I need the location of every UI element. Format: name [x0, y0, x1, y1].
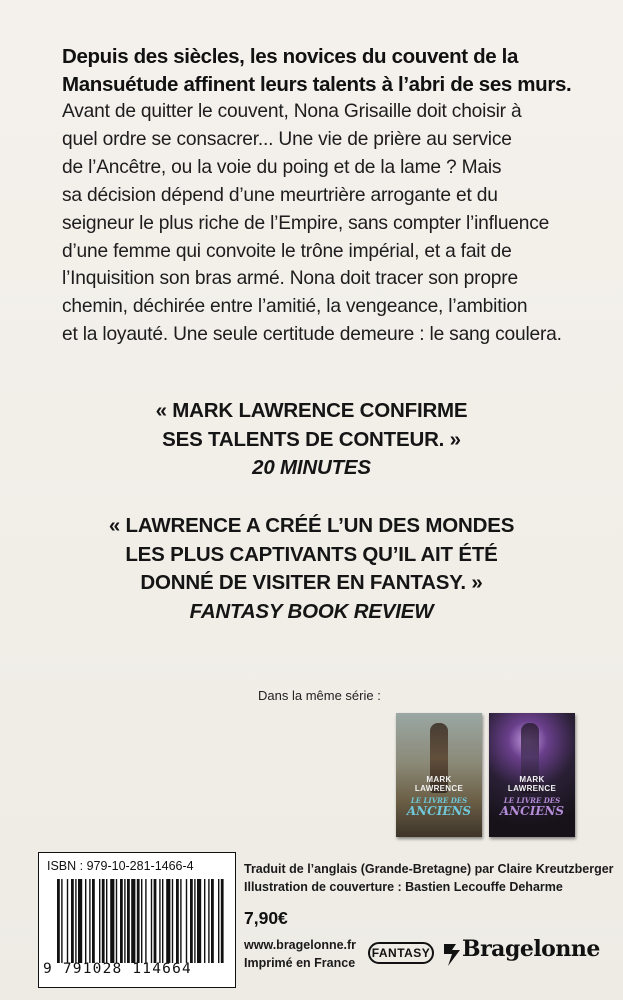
book-title: [396, 795, 482, 817]
barcode-bar: [67, 879, 68, 963]
barcode-bar: [85, 879, 86, 963]
book-title: [489, 795, 575, 817]
barcode-bar: [71, 879, 74, 963]
series-book-cover-2: [489, 713, 575, 837]
book-author-last: LAWRENCE: [414, 784, 464, 793]
barcode-bar: [92, 879, 95, 963]
publisher-info: [244, 936, 356, 972]
book-author: [396, 775, 482, 793]
press-quote-1: [0, 397, 623, 483]
isbn-label: ISBN : 979-10-281-1466-4: [47, 859, 194, 873]
book-author: [489, 775, 575, 793]
price: 7,90€: [244, 908, 288, 928]
book-author-first: MARK: [426, 775, 452, 784]
barcode-bar: [106, 879, 107, 963]
barcode-bar: [116, 879, 117, 963]
publisher-name: Bragelonne: [462, 936, 600, 962]
blurb-body-line: de l’Ancêtre, ou la voie du poing et de la lame ? Mais: [62, 156, 502, 178]
book-author-first: MARK: [519, 775, 545, 784]
blurb: [62, 43, 582, 349]
barcode-bar: [154, 879, 157, 963]
book-author-last: LAWRENCE: [507, 784, 557, 793]
book-title-line: ANCIENS: [499, 804, 565, 818]
barcode-bar: [211, 879, 214, 963]
translation-credit: Traduit de l’anglais (Grande-Bretagne) par Claire Kreutzberger: [244, 862, 614, 876]
blurb-body-line: d’une femme qui convoite le trône impérial, et a fait de: [62, 240, 512, 262]
website-link: www.bragelonne.fr: [244, 938, 357, 952]
series-book-cover-1: [396, 713, 482, 837]
barcode-bar: [186, 879, 187, 963]
barcode-bar: [89, 879, 90, 963]
blurb-body-line: quel ordre se consacrer... Une vie de prière au service: [62, 128, 512, 150]
quote-line: SES TALENTS DE CONTEUR. »: [162, 427, 461, 451]
isbn-barcode-box: [38, 852, 236, 988]
blurb-body-line: Avant de quitter le couvent, Nona Grisaille doit choisir à: [62, 101, 522, 122]
barcode-bar: [176, 879, 179, 963]
quote-line: LES PLUS CAPTIVANTS QU’IL AIT ÉTÉ: [125, 542, 498, 566]
blurb-lead-line: Mansuétude affinent leurs talents à l’abri de ses murs.: [62, 72, 572, 96]
barcode-bar: [61, 879, 62, 963]
barcode-bar: [124, 879, 125, 963]
quote-line: DONNÉ DE VISITER EN FANTASY. »: [140, 571, 483, 594]
blurb-body-line: chemin, déchirée entre l’amitié, la vengeance, l’ambition: [62, 296, 528, 318]
barcode-bar: [172, 879, 173, 963]
barcode-bar: [120, 879, 123, 963]
barcode-bar: [141, 879, 142, 963]
barcode-bar: [159, 879, 160, 963]
book-title-line: LE LIVRE DES: [503, 796, 561, 805]
barcode-bar: [166, 879, 170, 963]
barcode-bar: [99, 879, 100, 963]
barcode-bar: [190, 879, 193, 963]
barcode-bar: [204, 879, 205, 963]
blurb-body-line: l’Inquisition son bras armé. Nona doit tracer son propre: [62, 268, 518, 290]
barcode-bar: [78, 879, 82, 963]
blurb-body: [62, 98, 582, 349]
barcode-bar: [194, 879, 195, 963]
blurb-body-line: seigneur le plus riche de l’Empire, sans compter l’influence: [62, 212, 550, 234]
barcode-bar: [162, 879, 163, 963]
barcode-bar: [75, 879, 76, 963]
blurb-body-line: sa décision dépend d’une meurtrière arrogante et du: [62, 184, 498, 206]
blurb-lead-line: Depuis des siècles, les novices du couvent de la: [62, 45, 519, 68]
fantasy-badge: FANTASY: [368, 942, 434, 964]
quote-line: « MARK LAWRENCE CONFIRME: [155, 399, 468, 422]
barcode-bar: [208, 879, 209, 963]
barcode-bar: [131, 879, 135, 963]
quote-source: 20 MINUTES: [252, 456, 371, 479]
series-label: Dans la même série :: [258, 688, 381, 703]
barcode-bar: [180, 879, 181, 963]
barcode-bar: [151, 879, 152, 963]
barcode-bar: [145, 879, 146, 963]
quote-source: FANTASY BOOK REVIEW: [189, 599, 434, 623]
barcode-bar: [221, 879, 224, 963]
barcode-digits: 9 791028 114664: [43, 961, 192, 977]
barcode-bar: [137, 879, 140, 963]
blurb-body-line: et la loyauté. Une seule certitude demeure : le sang coulera.: [62, 324, 562, 346]
illustration-credit: Illustration de couverture : Bastien Lecouffe Deharme: [244, 880, 563, 894]
barcode-bar: [57, 879, 60, 963]
barcode-bar: [110, 879, 114, 963]
barcode-bar: [127, 879, 130, 963]
press-quote-2: [0, 512, 623, 626]
credits: [244, 860, 614, 896]
book-title-line: ANCIENS: [406, 804, 472, 818]
blurb-lead: [62, 43, 582, 98]
barcode-bar: [197, 879, 201, 963]
barcode-bar: [218, 879, 219, 963]
book-title-line: LE LIVRE DES: [410, 796, 468, 805]
barcode-bar: [102, 879, 105, 963]
printed-in: Imprimé en France: [244, 956, 356, 970]
barcode: [55, 879, 225, 963]
quote-line: « LAWRENCE A CRÉÉ L’UN DES MONDES: [108, 514, 515, 537]
